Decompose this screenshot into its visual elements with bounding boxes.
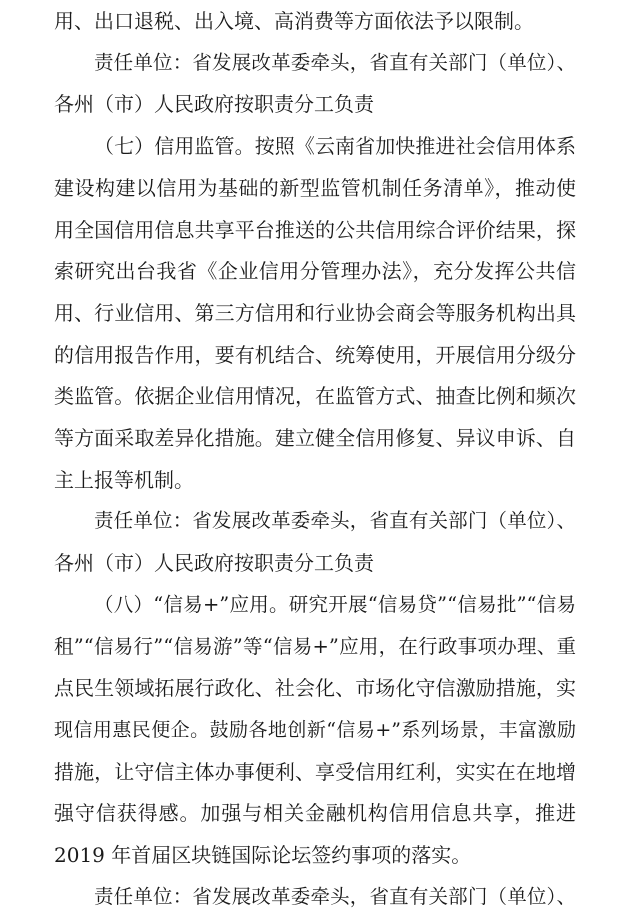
text-line: 2019 年首届区块链国际论坛签约事项的落实。 bbox=[54, 843, 472, 867]
text-line: 的信用报告作用，要有机结合、统筹使用，开展信用分级分 bbox=[54, 343, 576, 367]
text-line: 类监管。依据企业信用情况，在监管方式、抽查比例和频次 bbox=[54, 384, 576, 408]
text-line: 用、出口退税、出入境、高消费等方面依法予以限制。 bbox=[54, 9, 534, 33]
text-line: 强守信获得感。加强与相关金融机构信用信息共享，推进 bbox=[54, 801, 576, 825]
text-line: 等方面采取差异化措施。建立健全信用修复、异议申诉、自 bbox=[54, 426, 576, 450]
text-line: 各州（市）人民政府按职责分工负责 bbox=[54, 551, 374, 575]
section-heading-line: （八）“信易+”应用。研究开展“信易贷”“信易批”“信易 bbox=[94, 593, 576, 616]
text-line: 建设构建以信用为基础的新型监管机制任务清单》，推动使 bbox=[54, 176, 576, 200]
text-line: 索研究出台我省《企业信用分管理办法》，充分发挥公共信 bbox=[54, 259, 576, 283]
text-line: 现信用惠民便企。鼓励各地创新“信易+”系列场景，丰富激励 bbox=[54, 719, 576, 741]
text-line: 措施，让守信主体办事便利、享受信用红利，实实在在地增 bbox=[54, 760, 576, 784]
text-line: 用、行业信用、第三方信用和行业协会商会等服务机构出具 bbox=[54, 301, 576, 325]
text-line: 主上报等机制。 bbox=[54, 468, 194, 492]
text-line: 点民生领域拓展行政化、社会化、市场化守信激励措施，实 bbox=[54, 676, 576, 700]
responsibility-line: 责任单位：省发展改革委牵头，省直有关部门（单位）、 bbox=[94, 509, 576, 532]
text-line: 用全国信用信息共享平台推送的公共信用综合评价结果，探 bbox=[54, 218, 576, 242]
text-line: 租”“信易行”“信易游”等“信易+”应用，在行政事项办理、重 bbox=[54, 635, 576, 658]
text-line: 各州（市）人民政府按职责分工负责 bbox=[54, 92, 374, 116]
responsibility-line: 责任单位：省发展改革委牵头，省直有关部门（单位）、 bbox=[94, 885, 576, 908]
responsibility-line: 责任单位：省发展改革委牵头，省直有关部门（单位）、 bbox=[94, 51, 576, 74]
section-heading-line: （七）信用监管。按照《云南省加快推进社会信用体系 bbox=[94, 134, 576, 158]
